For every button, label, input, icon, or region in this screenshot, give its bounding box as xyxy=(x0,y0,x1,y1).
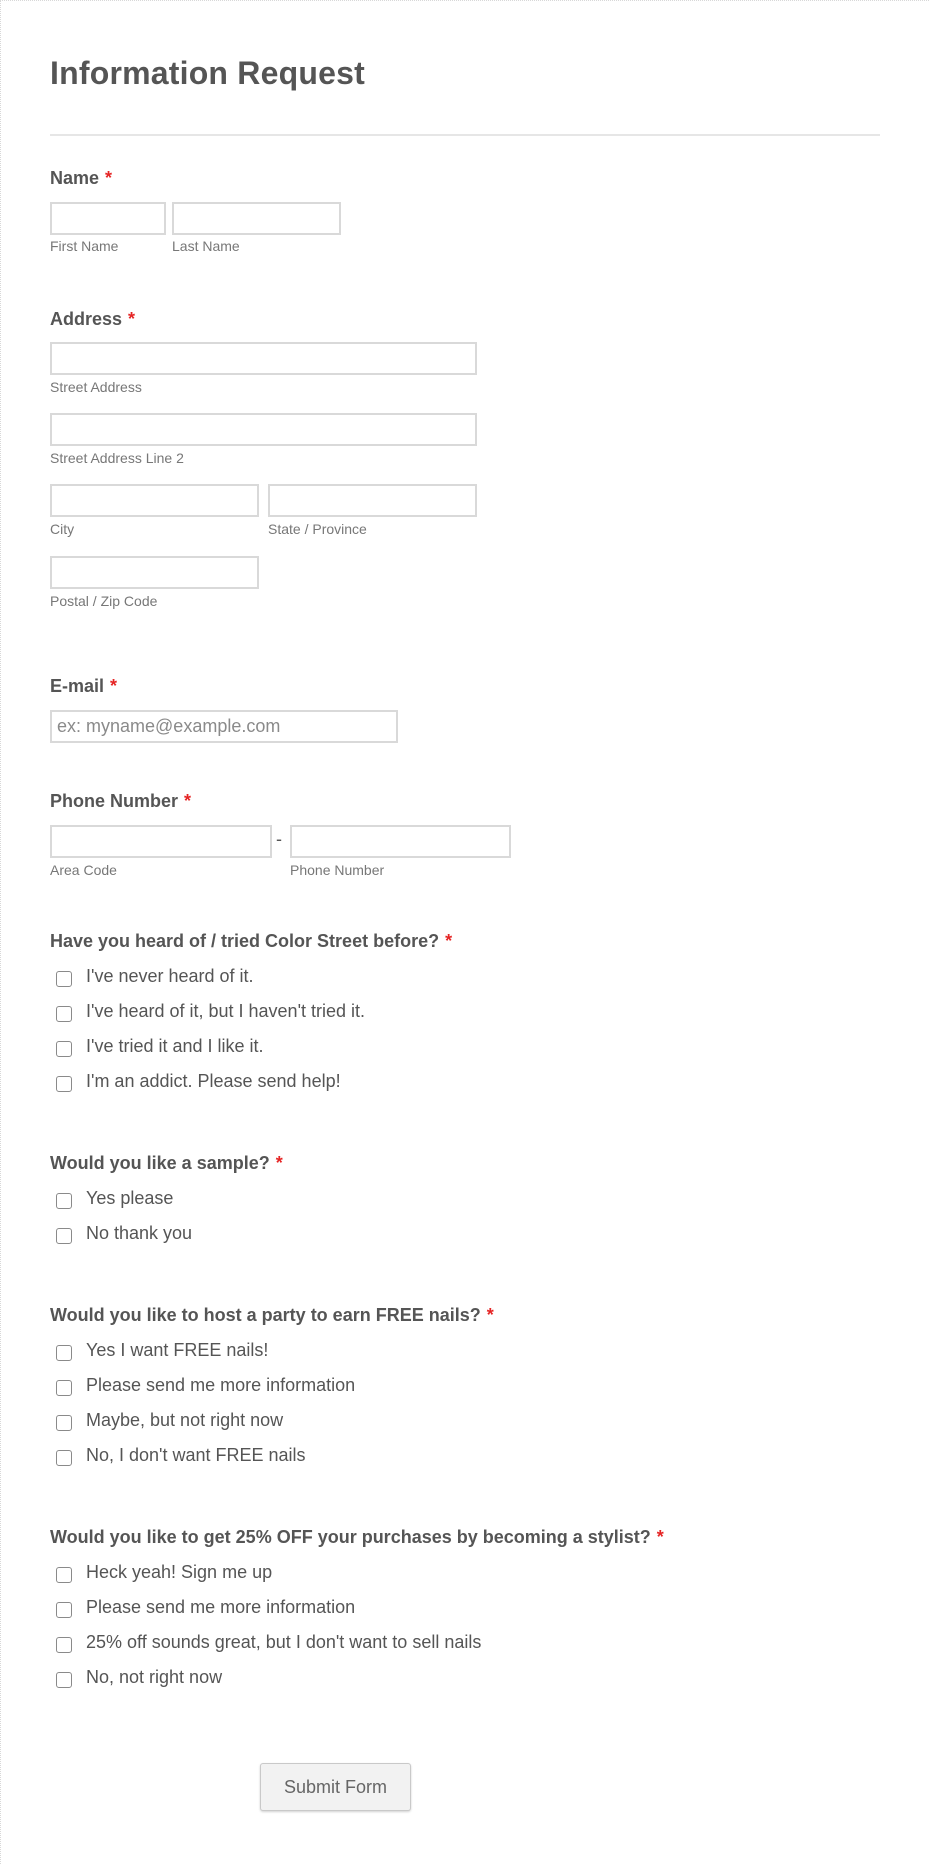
options-list xyxy=(50,1333,494,1473)
city-input[interactable] xyxy=(50,484,259,517)
option-label: Yes I want FREE nails! xyxy=(86,1340,269,1360)
option-label: No thank you xyxy=(86,1223,193,1243)
required-asterisk: * xyxy=(184,791,192,811)
phone-label xyxy=(50,791,191,812)
email-input[interactable] xyxy=(50,710,398,743)
street-address-input[interactable] xyxy=(50,342,477,375)
option-no-thank-you[interactable] xyxy=(50,1216,283,1251)
question-sample xyxy=(50,1153,283,1251)
checkbox[interactable] xyxy=(56,1228,72,1244)
option-label: Maybe, but not right now xyxy=(86,1410,284,1430)
option-sign-me-up[interactable] xyxy=(50,1555,664,1590)
question-host-party xyxy=(50,1305,494,1473)
checkbox[interactable] xyxy=(56,1041,72,1057)
area-code-input[interactable] xyxy=(50,825,272,858)
question-label xyxy=(50,1527,664,1548)
phone-label-text: Phone Number xyxy=(50,791,179,811)
checkbox[interactable] xyxy=(56,1006,72,1022)
street-address-line2-sublabel: Street Address Line 2 xyxy=(50,450,184,466)
email-label xyxy=(50,676,117,697)
option-yes-please[interactable] xyxy=(50,1181,283,1216)
address-label xyxy=(50,309,135,330)
option-label: I've never heard of it. xyxy=(86,966,254,986)
option-label: No, I don't want FREE nails xyxy=(86,1445,306,1465)
question-label-text: Would you like a sample? xyxy=(50,1153,270,1173)
option-not-right-now[interactable] xyxy=(50,1660,664,1695)
state-province-input[interactable] xyxy=(268,484,477,517)
option-label: I'm an addict. Please send help! xyxy=(86,1071,341,1091)
checkbox[interactable] xyxy=(56,1602,72,1618)
checkbox[interactable] xyxy=(56,1076,72,1092)
required-asterisk: * xyxy=(110,676,118,696)
option-label: Yes please xyxy=(86,1188,174,1208)
required-asterisk: * xyxy=(445,931,453,951)
option-label: I've tried it and I like it. xyxy=(86,1036,264,1056)
option-never-heard[interactable] xyxy=(50,959,452,994)
option-label: Please send me more information xyxy=(86,1375,356,1395)
first-name-sublabel: First Name xyxy=(50,238,119,254)
option-label: Please send me more information xyxy=(86,1597,356,1617)
checkbox[interactable] xyxy=(56,1380,72,1396)
required-asterisk: * xyxy=(486,1305,494,1325)
option-no-free-nails[interactable] xyxy=(50,1438,494,1473)
address-label-text: Address xyxy=(50,309,123,329)
option-yes-free-nails[interactable] xyxy=(50,1333,494,1368)
name-label xyxy=(50,168,112,189)
header-divider xyxy=(50,134,880,136)
area-code-sublabel: Area Code xyxy=(50,862,117,878)
question-label xyxy=(50,931,452,952)
option-label: No, not right now xyxy=(86,1667,223,1687)
option-stylist-more-info[interactable] xyxy=(50,1590,664,1625)
first-name-input[interactable] xyxy=(50,202,166,235)
checkbox[interactable] xyxy=(56,1193,72,1209)
required-asterisk: * xyxy=(128,309,136,329)
checkbox[interactable] xyxy=(56,1637,72,1653)
question-label-text: Would you like to host a party to earn FREE nails? xyxy=(50,1305,481,1325)
form-title: Information Request xyxy=(50,55,365,91)
question-label xyxy=(50,1305,494,1326)
option-label: Heck yeah! Sign me up xyxy=(86,1562,273,1582)
checkbox[interactable] xyxy=(56,1567,72,1583)
options-list xyxy=(50,1181,283,1251)
options-list xyxy=(50,1555,664,1695)
submit-button[interactable]: Submit Form xyxy=(260,1763,411,1811)
checkbox[interactable] xyxy=(56,1345,72,1361)
required-asterisk: * xyxy=(656,1527,664,1547)
phone-number-input[interactable] xyxy=(290,825,511,858)
question-color-street xyxy=(50,931,452,1099)
name-label-text: Name xyxy=(50,168,100,188)
question-label xyxy=(50,1153,283,1174)
postal-code-sublabel: Postal / Zip Code xyxy=(50,593,158,609)
option-label: I've heard of it, but I haven't tried it. xyxy=(86,1001,366,1021)
state-province-sublabel: State / Province xyxy=(268,521,367,537)
checkbox[interactable] xyxy=(56,971,72,987)
option-heard-not-tried[interactable] xyxy=(50,994,452,1029)
checkbox[interactable] xyxy=(56,1450,72,1466)
city-sublabel: City xyxy=(50,521,75,537)
option-label: 25% off sounds great, but I don't want to sell nails xyxy=(86,1632,482,1652)
option-tried-like[interactable] xyxy=(50,1029,452,1064)
question-label-text: Have you heard of / tried Color Street before? xyxy=(50,931,440,951)
last-name-sublabel: Last Name xyxy=(172,238,240,254)
email-label-text: E-mail xyxy=(50,676,105,696)
checkbox[interactable] xyxy=(56,1415,72,1431)
checkbox[interactable] xyxy=(56,1672,72,1688)
question-label-text: Would you like to get 25% OFF your purchases by becoming a stylist? xyxy=(50,1527,651,1547)
phone-separator: - xyxy=(276,829,282,849)
phone-number-sublabel: Phone Number xyxy=(290,862,385,878)
street-address-line2-input[interactable] xyxy=(50,413,477,446)
option-maybe-later[interactable] xyxy=(50,1403,494,1438)
options-list xyxy=(50,959,452,1099)
question-stylist xyxy=(50,1527,664,1695)
option-addict[interactable] xyxy=(50,1064,452,1099)
street-address-sublabel: Street Address xyxy=(50,379,142,395)
option-discount-no-sell[interactable] xyxy=(50,1625,664,1660)
postal-code-input[interactable] xyxy=(50,556,259,589)
last-name-input[interactable] xyxy=(172,202,341,235)
option-more-info[interactable] xyxy=(50,1368,494,1403)
required-asterisk: * xyxy=(105,168,113,188)
required-asterisk: * xyxy=(275,1153,283,1173)
